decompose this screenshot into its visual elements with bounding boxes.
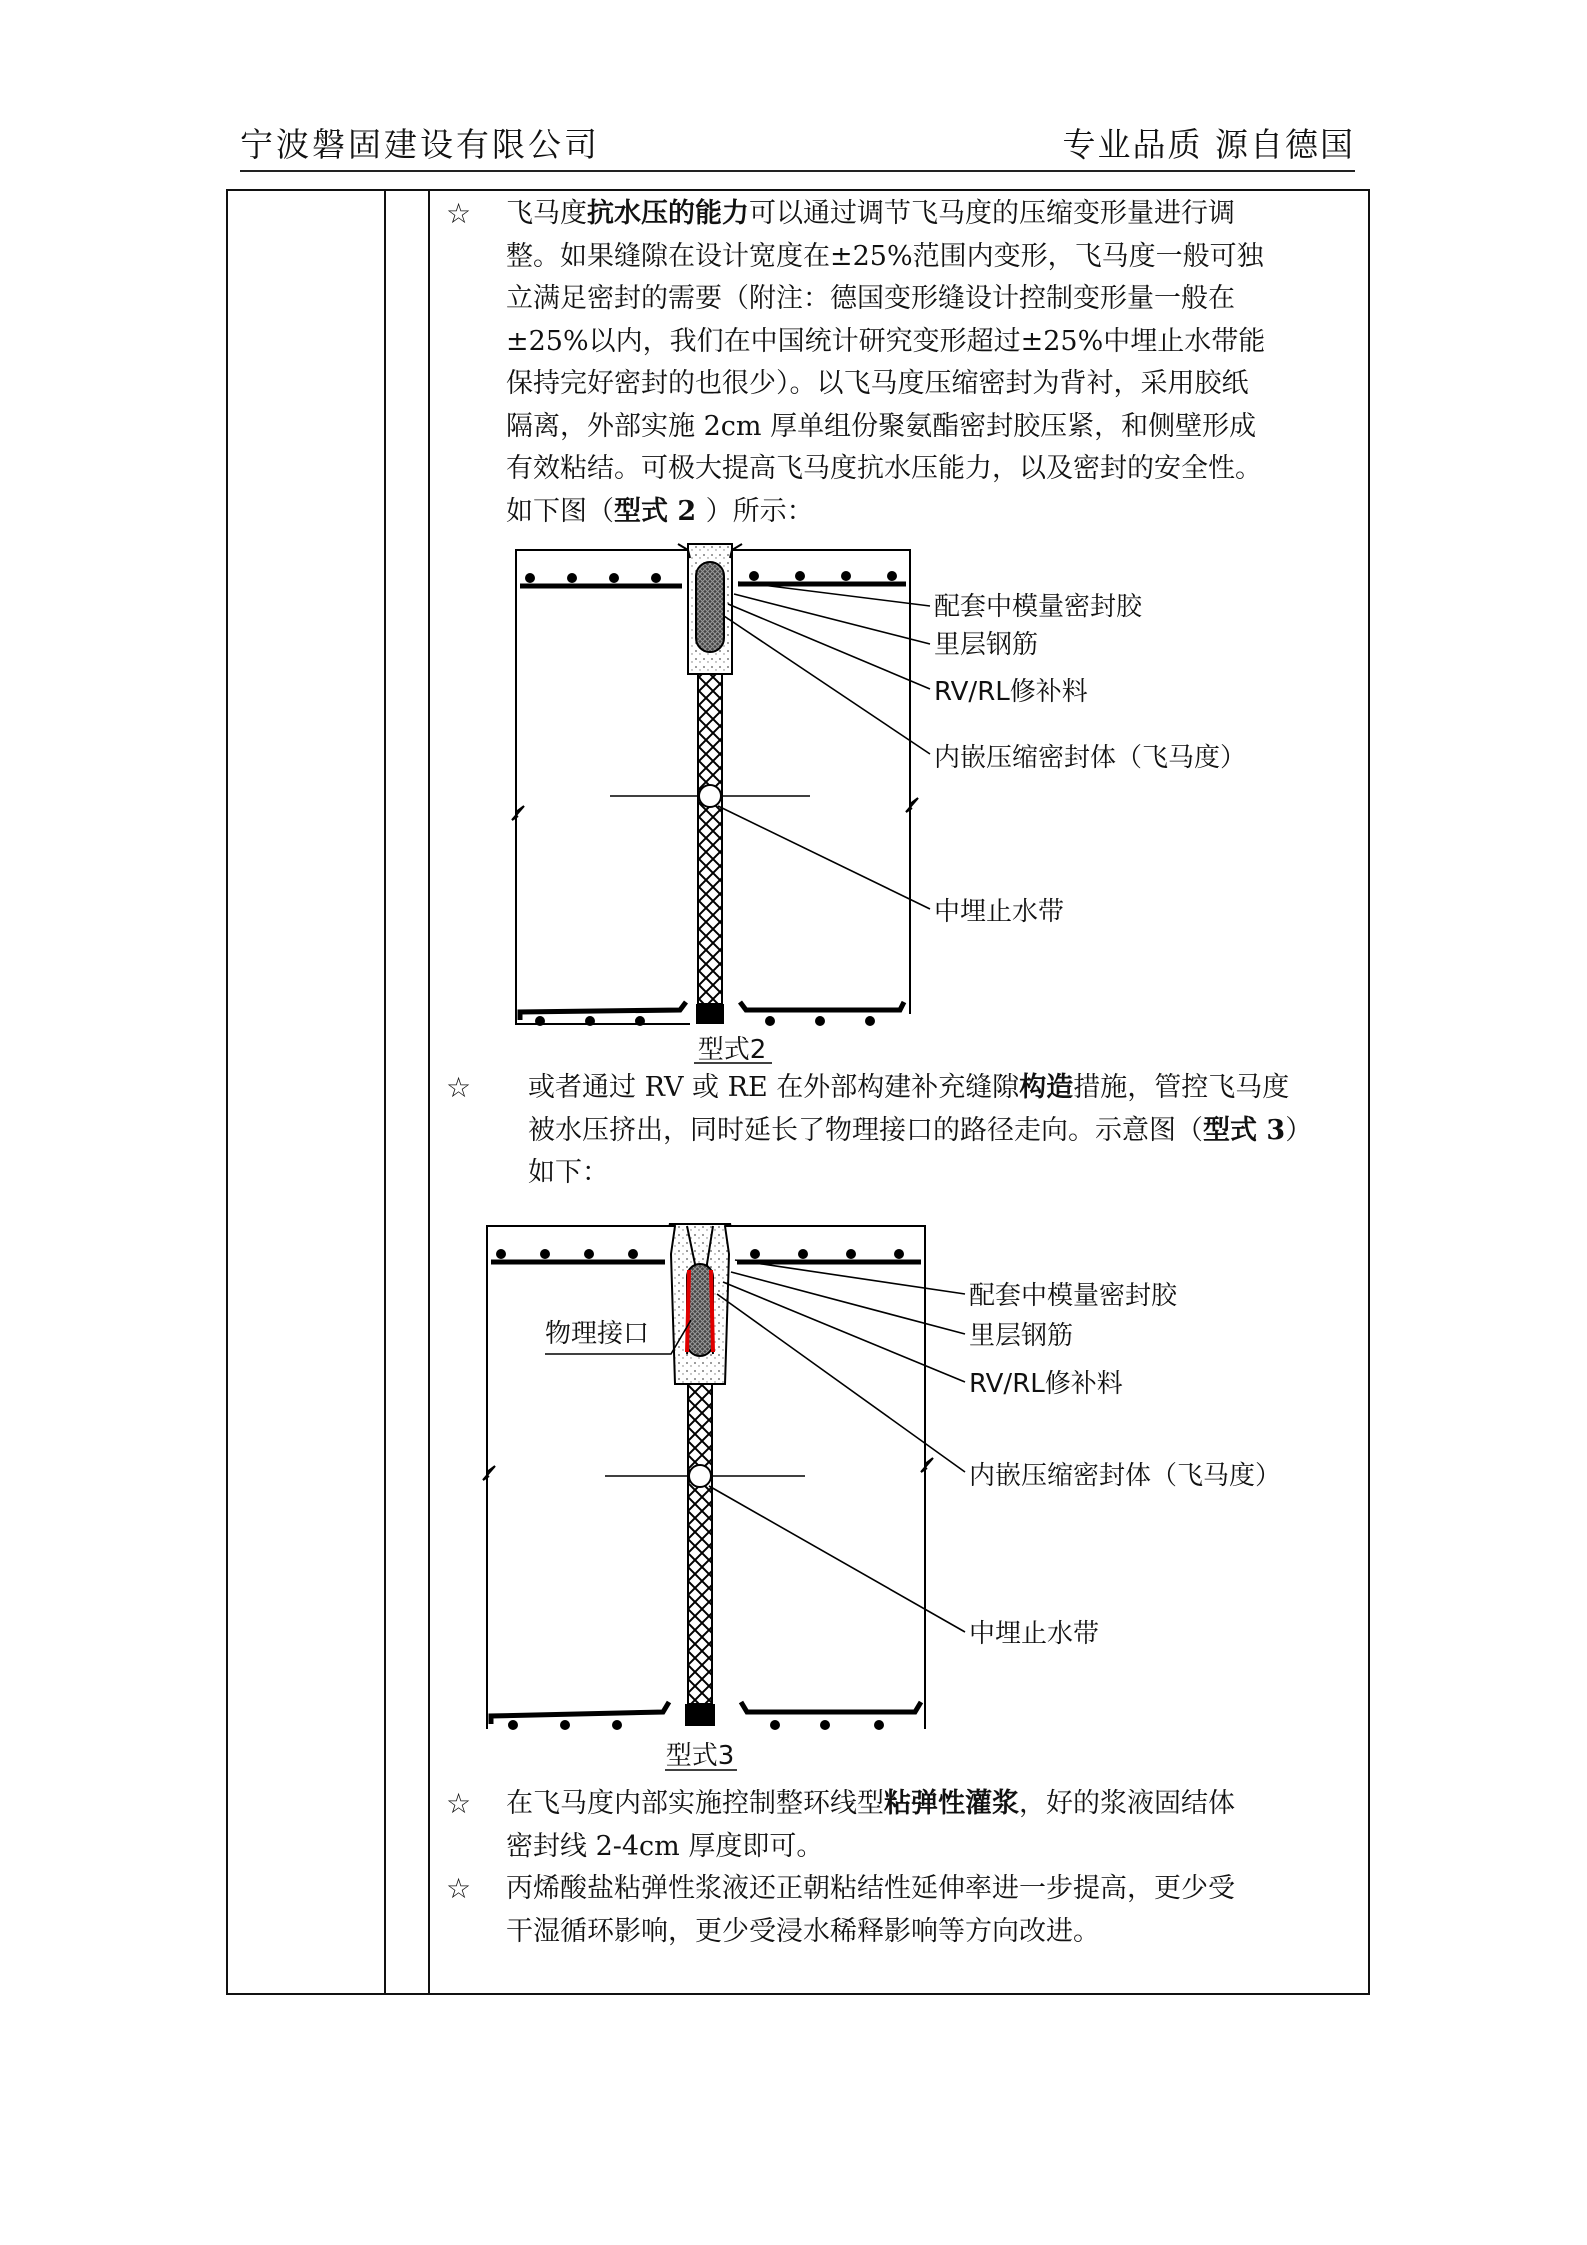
figure-type-3 [485,1224,1282,1774]
company-name: 宁波磐固建设有限公司 [240,125,600,164]
joint-filler [698,674,722,1004]
rebar-bottom-left [491,1702,669,1724]
star-bullet: ☆ [446,1787,472,1820]
rebar-bottom-right [740,1002,904,1010]
label-rebar: 里层钢筋 [969,1321,1074,1351]
rebar-bottom-left [520,1002,686,1020]
joint-bottom-seal [685,1704,715,1726]
figure-caption: 型式2 [697,1035,767,1065]
figure-caption: 型式3 [665,1741,735,1771]
label-waterstop: 中埋止水带 [934,897,1065,927]
label-physical-interface: 物理接口 [545,1319,650,1349]
star-bullet: ☆ [446,1071,472,1104]
page-header [240,115,1355,169]
label-sealant: 配套中模量密封胶 [934,592,1143,622]
label-rebar: 里层钢筋 [934,630,1039,660]
label-repair-material: RV/RL修补料 [969,1369,1123,1399]
joint-filler [688,1384,712,1704]
bold-term: 抗水压的能力 [587,198,749,229]
header-divider [240,170,1355,172]
compression-seal [687,1264,713,1356]
label-sealant: 配套中模量密封胶 [969,1281,1178,1311]
content-cell [430,189,1360,1989]
company-slogan: 专业品质 源自德国 [1062,125,1355,164]
concrete-slab-right [725,1226,925,1729]
concrete-slab-right [732,550,910,1014]
concrete-slab-left [487,1226,675,1729]
label-compression-seal: 内嵌压缩密封体（飞马度） [969,1461,1282,1491]
label-repair-material: RV/RL修补料 [934,677,1088,707]
star-bullet: ☆ [446,197,472,230]
concrete-slab-left [516,550,690,1024]
waterstop-bulb [699,785,721,807]
joint-bottom-seal [696,1004,724,1024]
paragraph-grouting: ☆ 在飞马度内部实施控制整环线型粘弹性灌浆，好的浆液固结体 密封线 2-4cm 厚度即可。 [430,1783,1350,1868]
paragraph-pressure-ability: ☆ 飞马度抗水压的能力可以通过调节飞马度的压缩变形量进行调 整。如果缝隙在设计宽度在±25%范围内变形，飞马度一般可独 立满足密封的需要（附注：德国变形缝设计控制变形量一般在 ±25%以内，我们在中国统计研究变形超过±25%中埋止水带能 保持完好密封的也很少）。以飞马度压缩密封为背衬，采用胶纸 隔离，外部实施 2cm 厚单组份聚氨酯密封胶压紧，和侧壁形成 有效粘结。可极大提高飞马度抗水压能力，以及密封的安全性。 如下图（型式 2 ）所示： [430,193,1350,533]
label-compression-seal: 内嵌压缩密封体（飞马度） [934,743,1247,773]
paragraph-structural-measure: ☆ 或者通过 RV 或 RE 在外部构建补充缝隙构造措施，管控飞马度 被水压挤出，同时延长了物理接口的路径走向。示意图（型式 3） 如下： [430,1067,1350,1195]
paragraph-acrylate: ☆ 丙烯酸盐粘弹性浆液还正朝粘结性延伸率进一步提高，更少受 干湿循环影响，更少受浸水稀释影响等方向改进。 [430,1868,1350,1953]
rebar-bottom-right [741,1702,921,1712]
waterstop-bulb [689,1465,711,1487]
column-divider-1 [384,191,386,1993]
star-bullet: ☆ [446,1872,472,1905]
figure-type-2 [510,544,1247,1065]
compression-seal [696,562,724,652]
label-waterstop: 中埋止水带 [969,1619,1100,1649]
